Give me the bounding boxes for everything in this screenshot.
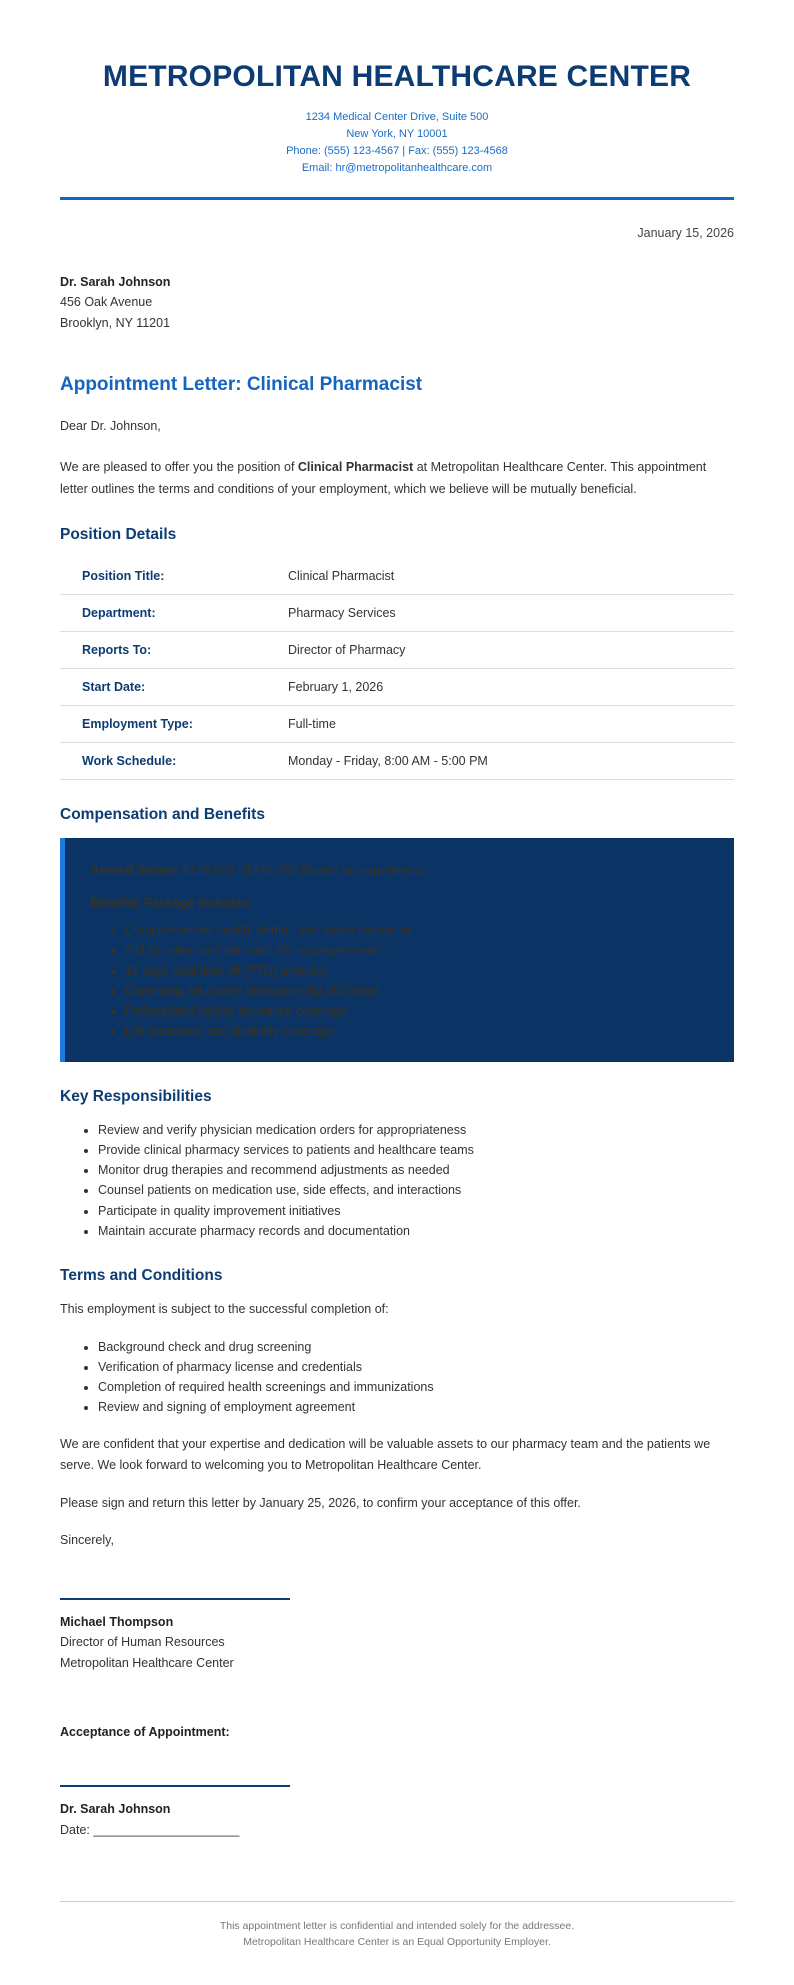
responsibilities-list <box>60 1120 734 1242</box>
list-item: • Participate in quality improvement initiatives <box>98 1201 734 1221</box>
page-title: Appointment Letter: Clinical Pharmacist <box>60 373 423 395</box>
list-item: • Provide clinical pharmacy services to patients and healthcare teams <box>98 1140 734 1160</box>
recipient-city-state-zip: Brooklyn, NY 11201 <box>60 315 171 330</box>
intro-paragraph <box>60 457 734 500</box>
table-row <box>60 558 734 595</box>
annual-salary-line <box>91 860 708 880</box>
acceptance-signature-line[interactable] <box>60 1785 290 1787</box>
row-value: Clinical Pharmacist <box>288 558 734 595</box>
sincerely-line: Sincerely, <box>60 1533 114 1548</box>
row-label: Position Title: <box>60 558 288 595</box>
closing-paragraph-2: Please sign and return this letter by January 25, 2026, to confirm your acceptance of this offer. <box>60 1495 581 1510</box>
intro-position-bold: Clinical Pharmacist <box>297 460 414 475</box>
email-line: Email: hr@metropolitanhealthcare.com <box>301 161 493 174</box>
row-value: Pharmacy Services <box>288 595 734 632</box>
closing-paragraph-1: We are confident that your expertise and dedication will be valuable assets to our pharmacy team and the patients we serve. We look forward to welcoming you to Metropolitan Healthcare Center. <box>60 1436 711 1473</box>
intro-before-bold: We are pleased to offer you the position of <box>60 460 298 475</box>
terms-heading: Terms and Conditions <box>60 1267 223 1285</box>
acceptance-name: Dr. Sarah Johnson <box>60 1802 171 1817</box>
intro-after-bold: at Metropolitan Healthcare Center. This appointment letter outlines the terms and conditions of your employment, which we believe will be mutually beneficial. <box>60 460 707 496</box>
table-row <box>60 706 734 743</box>
page-footer <box>60 1901 734 1985</box>
recipient-name: Dr. Sarah Johnson <box>60 274 171 289</box>
annual-salary-value: $125,000 - $145,000 (based on experience) <box>178 863 426 878</box>
acceptance-block <box>60 1785 734 1840</box>
signatory-title: Director of Human Resources <box>60 1635 225 1650</box>
position-details-table <box>60 558 734 780</box>
list-item: • Background check and drug screening <box>98 1337 734 1357</box>
row-value: Full-time <box>288 706 734 743</box>
compensation-heading: Compensation and Benefits <box>60 806 265 824</box>
list-item: • Review and signing of employment agreement <box>98 1397 734 1417</box>
position-details-heading: Position Details <box>60 526 177 544</box>
row-label: Employment Type: <box>60 706 288 743</box>
salutation: Dear Dr. Johnson, <box>60 418 161 433</box>
list-item: • Professional liability insurance coverage <box>125 1001 708 1021</box>
phone-fax-line: Phone: (555) 123-4567 | Fax: (555) 123-4568 <box>286 144 508 157</box>
footer-eeo-note: Metropolitan Healthcare Center is an Equal Opportunity Employer. <box>243 1936 551 1949</box>
organization-name: METROPOLITAN HEALTHCARE CENTER <box>102 60 692 93</box>
recipient-street: 456 Oak Avenue <box>60 295 153 310</box>
list-item: • Review and verify physician medication orders for appropriateness <box>98 1120 734 1140</box>
recipient-address-block <box>60 272 734 334</box>
organization-contact-block <box>60 109 734 177</box>
signatory-organization: Metropolitan Healthcare Center <box>60 1655 234 1670</box>
table-row <box>60 743 734 780</box>
list-item: • Counsel patients on medication use, side effects, and interactions <box>98 1180 734 1200</box>
list-item: • Life insurance and disability coverage <box>125 1021 708 1041</box>
list-item: • 401(k) retirement plan with 5% employer match <box>125 940 708 960</box>
signature-line <box>60 1598 290 1600</box>
letterhead-divider <box>60 197 734 200</box>
acceptance-heading: Acceptance of Appointment: <box>60 1725 230 1740</box>
list-item: • Monitor drug therapies and recommend adjustments as needed <box>98 1160 734 1180</box>
footer-confidentiality-note: This appointment letter is confidential and intended solely for the addressee. <box>219 1919 575 1932</box>
list-item: • Comprehensive health, dental, and vision insurance <box>125 920 708 940</box>
benefits-package-label: Benefits Package Includes: <box>91 896 253 911</box>
row-value: Monday - Friday, 8:00 AM - 5:00 PM <box>288 743 734 780</box>
row-label: Reports To: <box>60 632 288 669</box>
list-item: • Completion of required health screenings and immunizations <box>98 1377 734 1397</box>
benefits-list <box>91 920 708 1042</box>
address-line-1: 1234 Medical Center Drive, Suite 500 <box>305 110 489 123</box>
terms-intro: This employment is subject to the successful completion of: <box>60 1302 389 1317</box>
list-item: • Continuing education allowance ($2,000/year) <box>125 981 708 1001</box>
row-label: Start Date: <box>60 669 288 706</box>
list-item: • 15 days paid time off (PTO) annually <box>125 961 708 981</box>
responsibilities-heading: Key Responsibilities <box>60 1087 212 1105</box>
signatory-name: Michael Thompson <box>60 1614 174 1629</box>
compensation-highlight-box <box>60 838 734 1062</box>
address-line-2: New York, NY 10001 <box>346 127 448 140</box>
list-item: • Verification of pharmacy license and credentials <box>98 1357 734 1377</box>
row-value: Director of Pharmacy <box>288 632 734 669</box>
letter-date: January 15, 2026 <box>637 225 734 240</box>
signature-block <box>60 1598 734 1674</box>
annual-salary-label: Annual Salary: <box>91 863 179 878</box>
letterhead <box>60 46 734 177</box>
table-row <box>60 669 734 706</box>
table-row <box>60 595 734 632</box>
table-row <box>60 632 734 669</box>
row-label: Work Schedule: <box>60 743 288 780</box>
row-value: February 1, 2026 <box>288 669 734 706</box>
terms-list <box>60 1337 734 1418</box>
acceptance-date-line[interactable]: Date: _____________________ <box>60 1823 240 1838</box>
list-item: • Maintain accurate pharmacy records and documentation <box>98 1221 734 1241</box>
row-label: Department: <box>60 595 288 632</box>
